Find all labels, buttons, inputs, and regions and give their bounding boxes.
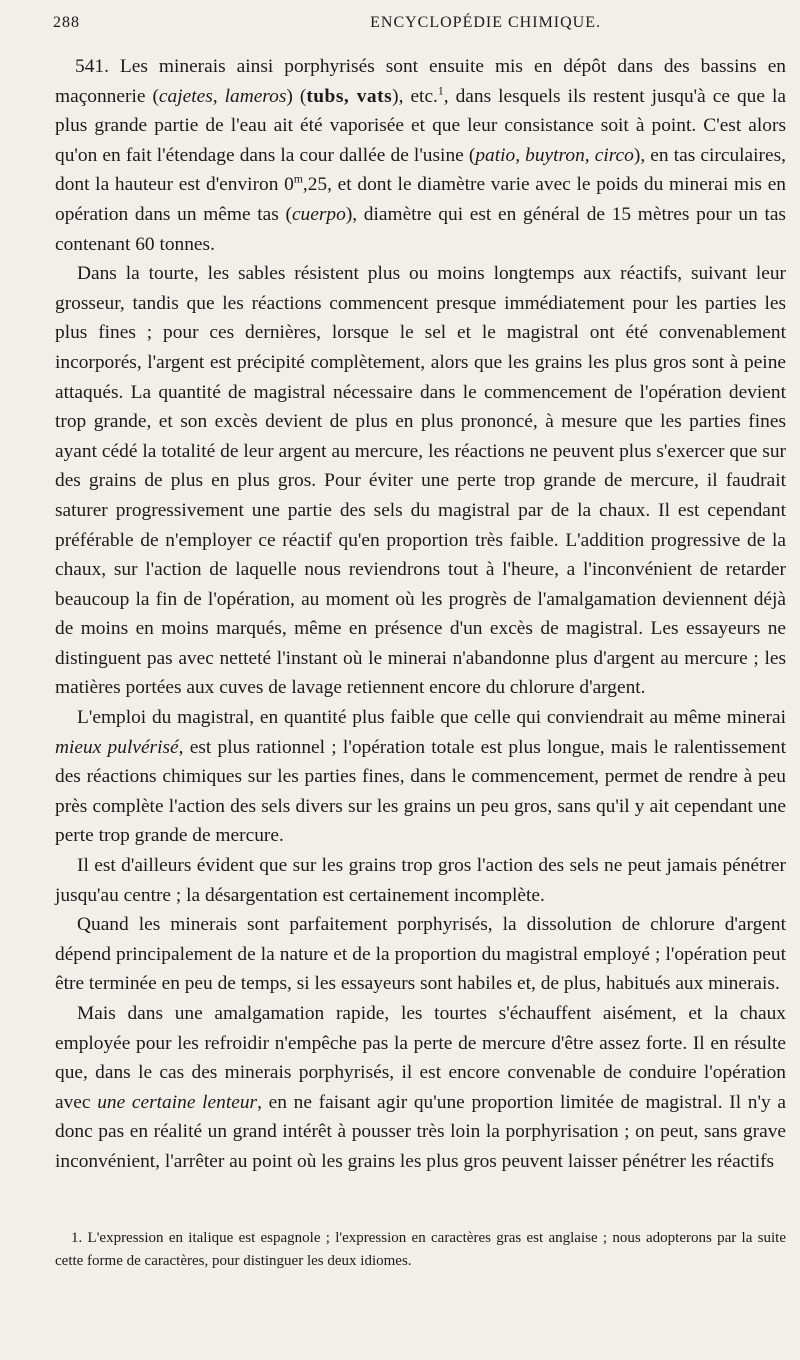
text-run: Mais dans une amalgamation rapide, les tourtes s'échauffent aisément, et la chaux employée pour les refroidir n'empêche pas la perte de mercure d'être assez forte. Il en résulte que, dans le cas des minerais porphyrisés, il est encore convenable de conduire l'opération avec <box>55 1003 786 1113</box>
italic-term: patio, buytron, circo <box>475 144 634 166</box>
footnote <box>55 1227 786 1273</box>
paragraph <box>55 703 786 851</box>
text-run: ), etc. <box>392 85 438 107</box>
paragraph <box>55 999 786 1177</box>
running-title: ENCYCLOPÉDIE CHIMIQUE. <box>370 14 601 31</box>
page-number: 288 <box>53 14 80 31</box>
paragraph: Dans la tourte, les sables résistent plus ou moins longtemps aux réactifs, suivant leur grosseur, tandis que les réactions commencent presque immédiatement pour les parties les plus fines ; pour ces dernières, lorsque le sel et le magistral ont été convenablement incorporés, l'argent est précipité complètement, alors que les grains les plus gros sont à peine attaqués. La quantité de magistral nécessaire dans le commencement de l'opération devient trop grande, et son excès devient de plus en plus prononcé, à mesure que les parties fines ayant cédé la totalité de leur argent au mercure, les réactions ne peuvent plus s'exercer que sur des grains de plus en plus gros. Pour éviter une perte trop grande de mercure, il faudrait saturer progressivement une partie des sels du magistral par de la chaux. Il est cependant préférable de n'employer ce réactif qu'en proportion très faible. L'addition progressive de la chaux, sur l'action de laquelle nous reviendrons tout à l'heure, a l'inconvénient de retarder beaucoup la fin de l'opération, au moment où les progrès de l'amalgamation deviennent déjà de moins en moins marqués, même en présence d'un excès de magistral. Les essayeurs ne distinguent pas avec netteté l'instant où le minerai n'abandonne plus d'argent au mercure ; les matières portées aux cuves de lavage retiennent encore du chlorure d'argent. <box>55 263 786 699</box>
section-number: 541. <box>75 56 109 77</box>
text-run: ) ( <box>286 85 307 107</box>
text-run: ,25, et dont le diamètre varie avec le poids du minerai mis en opération dans un même tas ( <box>55 174 786 225</box>
paragraph: Quand les minerais sont parfaitement porphyrisés, la dissolution de chlorure d'argent dépend principalement de la nature et de la proportion du magistral employé ; l'opération peut être terminée en peu de temps, si les essayeurs sont habiles et, de plus, habitués aux minerais. <box>55 914 786 995</box>
footnote-ref: 1 <box>437 84 444 98</box>
italic-term: cuerpo <box>291 203 346 225</box>
italic-term: mieux pulvérisé <box>55 736 179 758</box>
text-run: , dans lesquels ils restent jusqu'à ce que la plus grande partie de l'eau ait été vaporisée et que leur consistance soit à point. C'est alors qu'on en fait l'étendage dans la cour dallée de l'usine ( <box>55 85 786 166</box>
paragraph-541 <box>55 52 786 259</box>
italic-term: cajetes, lameros <box>158 85 287 107</box>
text-run: L'emploi du magistral, en quantité plus faible que celle qui conviendrait au même minerai <box>77 707 786 729</box>
footnote-text <box>55 1227 786 1273</box>
paragraph: Il est d'ailleurs évident que sur les grains trop gros l'action des sels ne peut jamais pénétrer jusqu'au centre ; la désargentation est certainement incomplète. <box>55 855 786 906</box>
text-run: ), diamètre qui est en général de 15 mètres pour un tas contenant 60 tonnes. <box>55 203 786 255</box>
text-run: , en ne faisant agir qu'une proportion limitée de magistral. Il n'y a donc pas en réalité un grand intérêt à pousser très loin la porphyrisation ; on peut, sans grave inconvénient, l'arrêter au point où les grains les plus gros peuvent laisser pénétrer les réactifs <box>55 1091 786 1172</box>
text-run: , est plus rationnel ; l'opération totale est plus longue, mais le ralentissement des réactions chimiques sur les parties fines, dans le commencement, permet de rendre à peu près complète l'action des sels divers sur les grains un peu gros, sans qu'il y ait cependant une perte trop grande de mercure. <box>55 736 786 847</box>
bold-term: tubs, vats <box>306 85 393 107</box>
body-text <box>55 52 786 1177</box>
footnote-marker: 1. <box>71 1230 83 1246</box>
text-run: Les minerais ainsi porphyrisés sont ensuite mis en dépôt dans des bassins en maçonnerie ( <box>55 56 786 107</box>
text-run: ), en tas circulaires, dont la hauteur est d'environ 0 <box>55 144 786 196</box>
text-run: L'expression en italique est espagnole ; l'expression en caractères gras est anglaise ; nous adopterons par la suite cette forme de caractères, pour distinguer les deux idiomes. <box>55 1230 786 1269</box>
running-head <box>53 14 786 38</box>
italic-term: une certaine lenteur <box>97 1091 258 1113</box>
unit-superscript: m <box>293 172 303 186</box>
